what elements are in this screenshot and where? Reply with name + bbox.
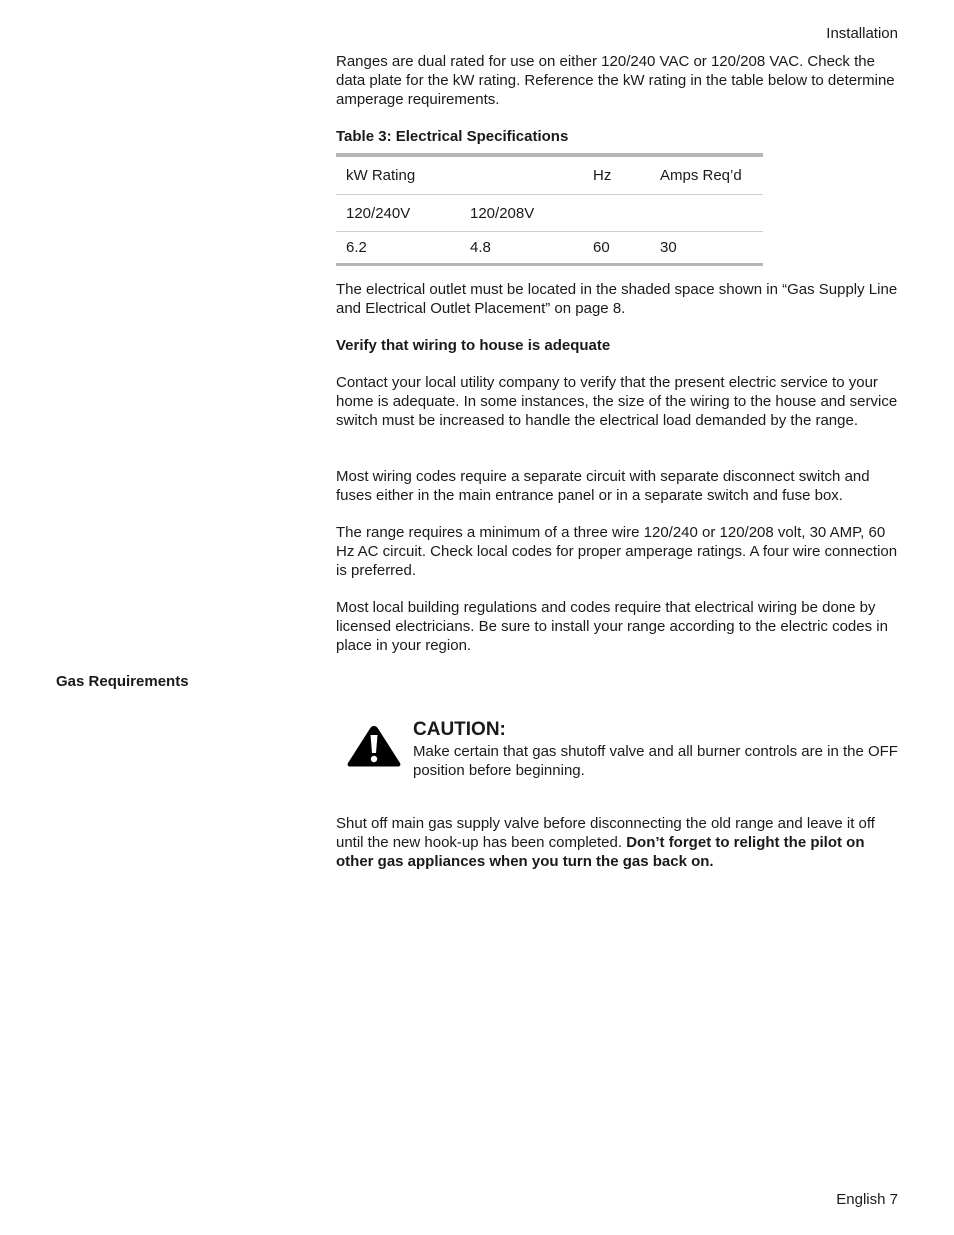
table-cell: 4.8 xyxy=(470,239,491,256)
table-subheader-cell: 120/240V xyxy=(336,195,460,232)
table-subheader-row xyxy=(336,195,763,232)
intro-paragraph: Ranges are dual rated for use on either 120/240 VAC or 120/208 VAC. Check the data plate for the kW rating. Reference the kW rating in the table below to determine amperage requirements. xyxy=(336,53,895,108)
verify-wiring-heading: Verify that wiring to house is adequate xyxy=(336,337,611,354)
caution-text: Make certain that gas shutoff valve and all burner controls are in the OFF position before beginning. xyxy=(413,743,898,779)
building-regulations-paragraph: Most local building regulations and codes require that electrical wiring be done by licensed electricians. Be sure to install your range according to the electric codes in place in your region. xyxy=(336,599,888,654)
table-title: Table 3: Electrical Specifications xyxy=(336,128,569,145)
page-header-section: Installation xyxy=(826,25,898,42)
gas-requirements-heading: Gas Requirements xyxy=(56,673,189,690)
wiring-codes-paragraph: Most wiring codes require a separate circuit with separate disconnect switch and fuses either in the main entrance panel or in a separate switch and fuse box. xyxy=(336,468,870,504)
table-cell: 6.2 xyxy=(346,239,367,256)
caution-title: CAUTION: xyxy=(413,719,506,740)
shutoff-text: Shut off main gas supply valve before disconnecting the old range and leave it off until the new hook-up has been completed. xyxy=(336,815,875,851)
page-footer-number: English 7 xyxy=(836,1191,898,1208)
table-subheader-cell xyxy=(583,195,650,232)
table-cell: 30 xyxy=(660,239,677,256)
contact-utility-paragraph: Contact your local utility company to verify that the present electric service to your home is adequate. In some instances, the size of the wiring to the house and service switch must be increased to handle the electrical load demanded by the range. xyxy=(336,374,898,429)
shutoff-warning-bold: Don’t forget to relight the pilot on other gas appliances when you turn the gas back on. xyxy=(336,834,865,870)
table-header-cell: kW Rating xyxy=(336,155,460,195)
table-subheader-cell xyxy=(650,195,763,232)
warning-icon xyxy=(346,725,402,767)
outlet-paragraph: The electrical outlet must be located in the shaded space shown in “Gas Supply Line and Electrical Outlet Placement” on page 8. xyxy=(336,281,898,317)
table-subheader-cell: 120/208V xyxy=(460,195,583,232)
table-cell: 60 xyxy=(593,239,610,256)
table-header-cell: Hz xyxy=(583,155,650,195)
table-header-cell: Amps Req’d xyxy=(650,155,763,195)
table-header-cell xyxy=(460,155,583,195)
minimum-circuit-paragraph: The range requires a minimum of a three wire 120/240 or 120/208 volt, 30 AMP, 60 Hz AC circuit. Check local codes for proper amperage ratings. A four wire connection is preferred. xyxy=(336,524,898,579)
shutoff-paragraph xyxy=(336,814,898,871)
electrical-specifications-table xyxy=(336,153,763,266)
table-row xyxy=(336,232,763,265)
table-header-row xyxy=(336,155,763,195)
